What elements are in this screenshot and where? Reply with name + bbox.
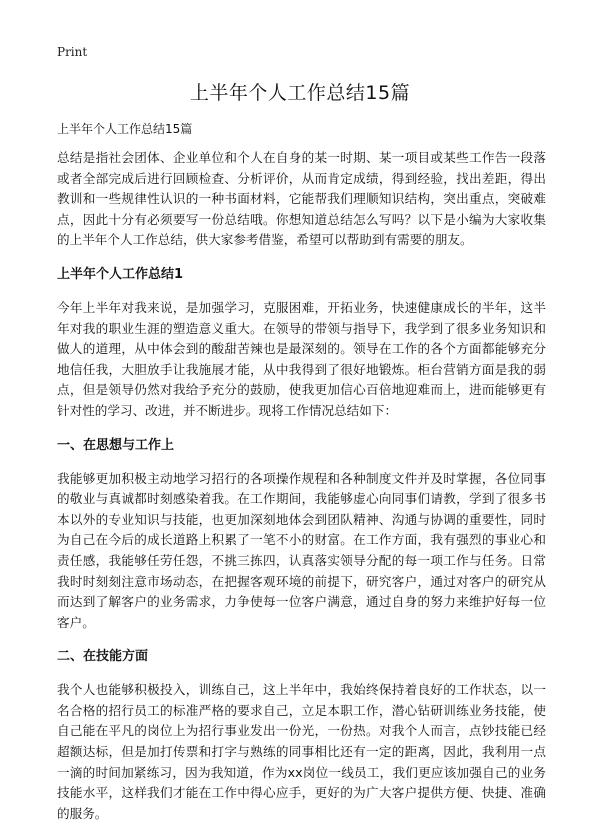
skills-heading: 二、在技能方面 xyxy=(57,649,149,665)
skills-paragraph: 我个人也能够积极投入，训练自己，这上半年中，我始终保持着良好的工作状态，以一名合格的招行员工的标准严格的要求自己，立足本职工作，潜心钻研训练业务技能，使自己能在平凡的岗位上为招行事业发出一份光，一份热。对我个人而言，点钞技能已经超额达标，但是加打传票和打字与熟练的同事相比还有一定的距离，因此，我利用一点一滴的时间加紧练习，因为我知道，作为xx岗位一线员工，我们更应该加强自己的业务技能水平，这样我们才能在工作中得心应手，更好的为广大客户提供方便、快捷、准确的服务。 xyxy=(57,682,546,821)
thought-work-paragraph: 我能够更加积极主动地学习招行的各项操作规程和各种制度文件并及时掌握，各位同事的敬业与真诚都时刻感染着我。在工作期间，我能够虚心向同事们请教，学到了很多书本以外的专业知识与技能，也更加深刻地体会到团队精神、沟通与协调的重要性，同时为自己在今后的成长道路上积累了一笔不小的财富。在工作方面，我有强烈的事业心和责任感，我能够任劳任怨，不挑三拣四，认真落实领导分配的每一项工作与任务。日常我时时刻刻注意市场动态，在把握客观环境的前提下，研究客户，通过对客户的研究从而达到了解客户的业务需求，力争使每一位客户满意，通过自身的努力来维护好每一位客户。 xyxy=(57,470,546,630)
thought-work-heading: 一、在思想与工作上 xyxy=(57,437,175,453)
print-label: Print xyxy=(57,45,88,59)
section-1-paragraph: 今年上半年对我来说，是加强学习，克服困难，开拓业务，快速健康成长的半年，这半年对我的职业生涯的塑造意义重大。在领导的带领与指导下，我学到了很多业务知识和做人的道理，从中体会到的酸甜苦辣也是最深刻的。领导在工作的各个方面都能够充分地信任我，大胆放手让我施展才能，从中我得到了很好地锻炼。柜台营销方面是我的弱点，但是领导仍然对我给予充分的鼓励，使我更加信心百倍地迎难而上，进而能够更有针对性的学习、改进，并不断进步。现将工作情况总结如下： xyxy=(57,299,546,418)
section-heading-1: 上半年个人工作总结1 xyxy=(57,266,184,282)
document-subtitle: 上半年个人工作总结15篇 xyxy=(57,122,193,136)
document-body xyxy=(57,148,546,838)
document-title: 上半年个人工作总结15篇 xyxy=(189,82,411,104)
intro-paragraph: 总结是指社会团体、企业单位和个人在自身的某一时期、某一项目或某些工作告一段落或者全部完成后进行回顾检查、分析评价，从而肯定成绩，得到经验，找出差距，得出教训和一些规律性认识的一种书面材料，它能帮我们理顺知识结构，突出重点，突破难点，因此十分有必须要写一份总结哦。你想知道总结怎么写吗？以下是小编为大家收集的上半年个人工作总结，供大家参考借鉴，希望可以帮助到有需要的朋友。 xyxy=(57,150,546,248)
